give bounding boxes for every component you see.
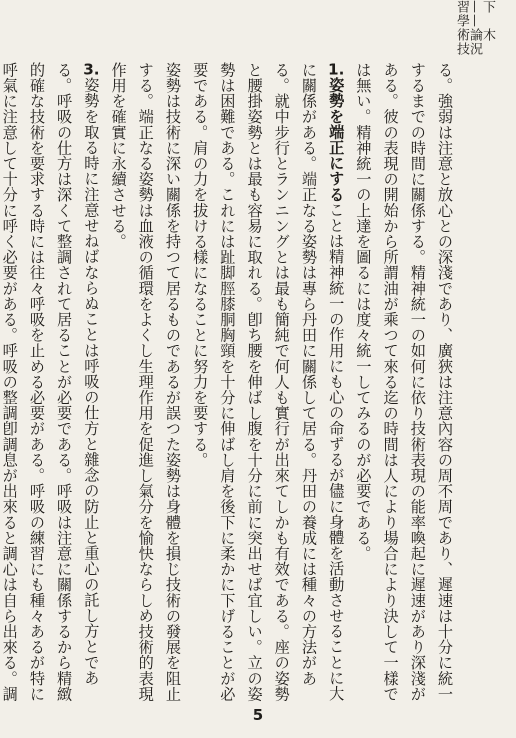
paragraph-body xyxy=(104,62,186,702)
paragraph-heading-1 xyxy=(186,62,349,702)
paragraph-text: る。強弱は注意と放心との深淺であり、廣狹は注意內容の周不周であり、遲速は十分に統一するまでの時間に關係する。精神統一の如何に依り技術表現の能率喚起に遲速があり深淺がある。彼の表現の開始から所謂油が乘つて來る迄の時間は人により場合により決して一樣では無い。精神統一の上達を圖るには度々統一してみるのが必要である。 xyxy=(354,62,454,702)
paragraph-text: 姿勢を取る時に注意せねばならぬことは呼吸の仕方と雜念の防止と重心の託し方とである。呼吸の仕方は深くて整調されて居ることが必要である。呼吸は注意に關係するから精緻的確な技術を要求する時には往々呼吸を止める必要がある。呼吸の練習にも種々あるが特に呼氣に注意して十分に呼く必要がある。呼吸の整調卽調息が出來ると調心は自ら出來る。調 xyxy=(0,62,101,702)
section-number: 3. xyxy=(83,62,100,78)
section-number: 1. xyxy=(328,62,345,78)
paragraph-heading-3 xyxy=(0,62,104,702)
paragraph-continuation xyxy=(349,62,458,702)
section-lead: 姿勢を端正にする xyxy=(327,77,346,203)
paragraph-text: ことは精神統一の作用にも心の命ずるが儘に身體を活動させることに大に關係がある。端正なる姿勢は專ら丹田に關係して居る。丹田の養成には種々の方法がある。就中步行とランニングとは最も簡純で何人も實行が出來てしかも有效である。座の姿勢と腰掛姿勢とは最も容易に取れる。卽ち腰を伸ばし腹を十分に前に突出せば宜しい。立の姿勢は困難である。これには趾脚脛膝胴胸頸を十分に伸ばし肩を後下に柔かに下げることが必要である。肩の力を拔ける樣になることに努力を要する。 xyxy=(191,62,346,702)
page-number: 5 xyxy=(252,706,264,724)
vertical-text-body xyxy=(0,62,458,702)
paragraph-text: 姿勢は技術に深い關係を持つて居るものであるが誤つた姿勢は身體を損じ技術の發展を阻止する。端正なる姿勢は血液の循環をよくし生理作用を促進し氣分を愉快ならしめ技術的表現作用を確實に永續させる。 xyxy=(109,62,182,702)
running-head: 下 木——論況習學術技 xyxy=(454,0,495,56)
